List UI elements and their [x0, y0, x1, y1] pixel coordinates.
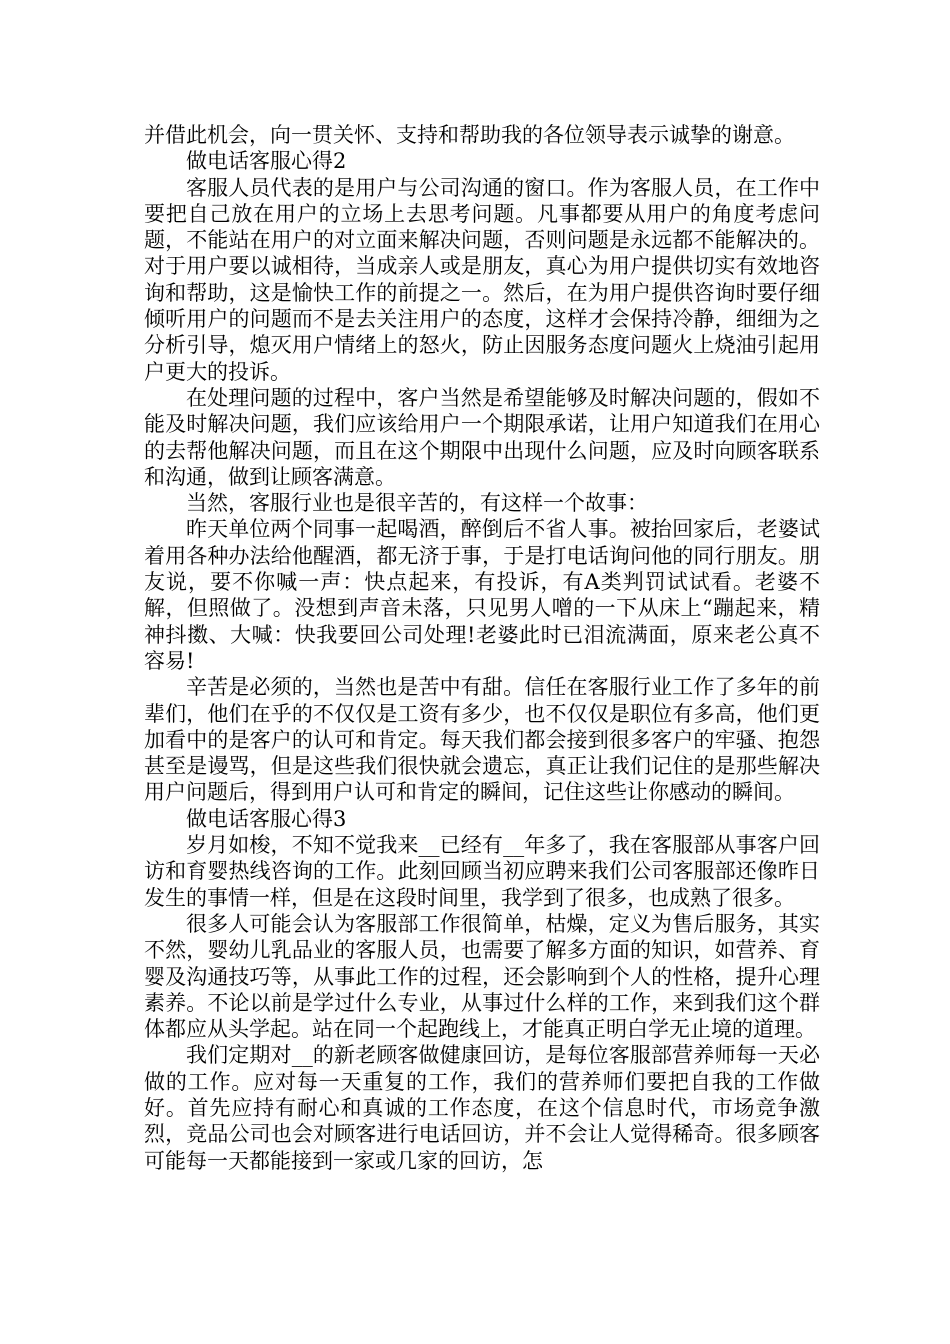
section-heading-2: 做电话客服心得2: [186, 149, 347, 174]
paragraph: 在处理问题的过程中，客户当然是希望能够及时解决问题的，假如不能及时解决问题，我们应该给用户一个期限承诺，让用户知道我们在用心的去帮他解决问题，而且在这个期限中出现什么问题，应及时向顾客联系和沟通，做到让顾客满意。: [144, 385, 820, 489]
paragraph: 客服人员代表的是用户与公司沟通的窗口。作为客服人员，在工作中要把自己放在用户的立场上去思考问题。凡事都要从用户的角度考虑问题，不能站在用户的对立面来解决问题，否则问题是永远都不能解决的。对于用户要以诚相待，当成亲人或是朋友，真心为用户提供切实有效地咨询和帮助，这是愉快工作的前提之一。然后，在为用户提供咨询时要仔细倾听用户的问题而不是去关注用户的态度，这样才会保持冷静，细细为之分析引导，熄灭用户情绪上的怒火，防止因服务态度问题火上烧油引起用户更大的投诉。: [144, 175, 820, 384]
paragraph: 我们定期对__的新老顾客做健康回访，是每位客服部营养师每一天必做的工作。应对每一天重复的工作，我们的营养师们要把自我的工作做好。首先应持有耐心和真诚的工作态度，在这个信息时代，市场竞争激烈，竞品公司也会对顾客进行电话回访，并不会让人觉得稀奇。很多顾客可能每一天都能接到一家或几家的回访，怎: [144, 1043, 820, 1173]
section-heading-3: 做电话客服心得3: [186, 806, 347, 831]
document-page: [144, 122, 820, 1174]
paragraph: 辛苦是必须的，当然也是苦中有甜。信任在客服行业工作了多年的前辈们，他们在乎的不仅仅是工资有多少，也不仅仅是职位有多高，他们更加看中的是客户的认可和肯定。每天我们都会接到很多客户的牢骚、抱怨甚至是谩骂，但是这些我们很快就会遗忘，真正让我们记住的是那些解决用户问题后，得到用户认可和肯定的瞬间，记住这些让你感动的瞬间。: [144, 675, 820, 805]
paragraph-intro-closing: 并借此机会，向一贯关怀、支持和帮助我的各位领导表示诚挚的谢意。: [144, 123, 795, 147]
paragraph: 昨天单位两个同事一起喝酒，醉倒后不省人事。被抬回家后，老婆试着用各种办法给他醒酒，都无济于事，于是打电话询问他的同行朋友。朋友说，要不你喊一声：快点起来，有投诉，有A类判罚试试看。老婆不解，但照做了。没想到声音未落，只见男人噌的一下从床上“蹦起来，精神抖擞、大喊：快我要回公司处理!老婆此时已泪流满面，原来老公真不容易!: [144, 517, 820, 673]
paragraph: 很多人可能会认为客服部工作很简单，枯燥，定义为售后服务，其实不然，婴幼儿乳品业的客服人员，也需要了解多方面的知识，如营养、育婴及沟通技巧等，从事此工作的过程，还会影响到个人的性格，提升心理素养。不论以前是学过什么专业，从事过什么样的工作，来到我们这个群体都应从头学起。站在同一个起跑线上，才能真正明白学无止境的道理。: [144, 911, 820, 1042]
paragraph: 当然，客服行业也是很辛苦的，有这样一个故事：: [186, 491, 648, 516]
paragraph: 岁月如梭，不知不觉我来__已经有__年多了，我在客服部从事客户回访和育婴热线咨询的工作。此刻回顾当初应聘来我们公司客服部还像昨日发生的事情一样，但是在这段时间里，我学到了很多，也成熟了很多。: [144, 833, 820, 910]
